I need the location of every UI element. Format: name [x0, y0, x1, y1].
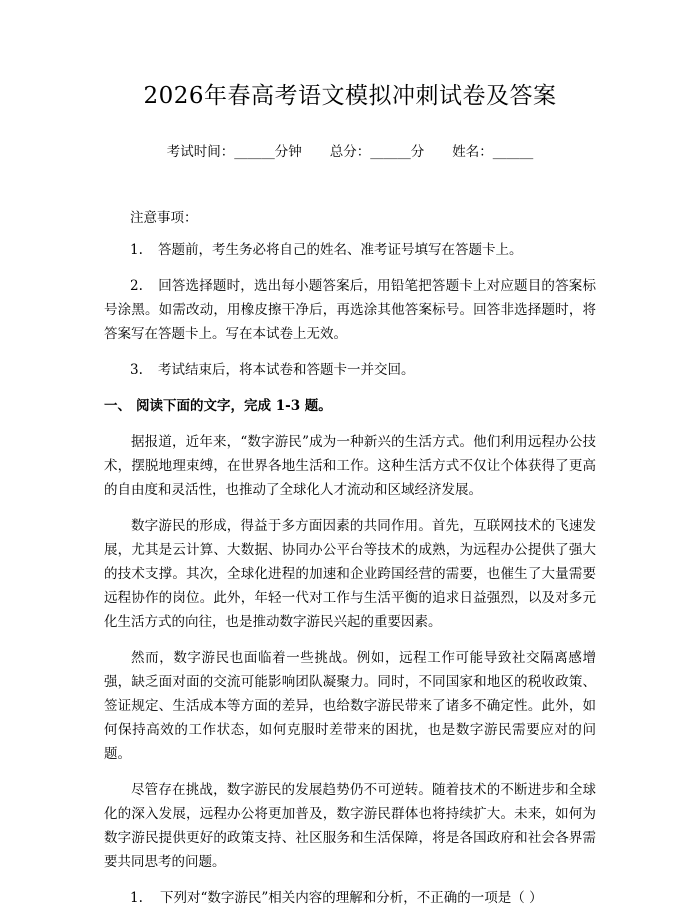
question-item [104, 886, 596, 910]
section-number: 一、 [104, 398, 131, 414]
passage-paragraph: 数字游民的形成，得益于多方面因素的共同作用。首先，互联网技术的飞速发展，尤其是云计算、大数据、协同办公平台等技术的成熟，为远程办公提供了强大的技术支撑。其次，全球化进程的加速和企业跨国经营的需要，也催生了大量需要远程协作的岗位。此外，年轻一代对工作与生活平衡的追求日益强烈，以及对多元化生活方式的向往，也是推动数字游民兴起的重要因素。 [104, 518, 596, 630]
name-field: 姓名：______ [452, 144, 534, 160]
page-title: 2026年春高考语文模拟冲刺试卷及答案 [143, 83, 557, 109]
notice-item-text: 回答选择题时，选出每小题答案后，用铅笔把答题卡上对应题目的答案标号涂黑。如需改动，用橡皮擦干净后，再选涂其他答案标号。回答非选择题时，将答案写在答题卡上。写在本试卷上无效。 [104, 278, 596, 342]
section-title: 阅读下面的文字，完成 1-3 题。 [136, 398, 332, 414]
notice-item-text: 考试结束后，将本试卷和答题卡一并交回。 [158, 362, 415, 378]
notice-item [104, 358, 596, 382]
notice-item [104, 238, 596, 262]
exam-time-field: 考试时间：______分钟 [166, 144, 302, 160]
notice-heading: 注意事项： [130, 210, 198, 226]
passage-paragraph: 然而，数字游民也面临着一些挑战。例如，远程工作可能导致社交隔离感增强，缺乏面对面的交流可能影响团队凝聚力。同时，不同国家和地区的税收政策、签证规定、生活成本等方面的差异，也给数字游民带来了诸多不确定性。此外，如何保持高效的工作状态，如何克服时差带来的困扰，也是数字游民需要应对的问题。 [104, 650, 596, 762]
question-number: 1. [130, 890, 143, 906]
passage-paragraph: 尽管存在挑战，数字游民的发展趋势仍不可逆转。随着技术的不断进步和全球化的深入发展，远程办公将更加普及，数字游民群体也将持续扩大。未来，如何为数字游民提供更好的政策支持、社区服务和生活保障，将是各国政府和社会各界需要共同思考的问题。 [104, 782, 596, 870]
total-score-field: 总分：______分 [329, 144, 425, 160]
passage-paragraph: 据报道，近年来，“数字游民”成为一种新兴的生活方式。他们利用远程办公技术，摆脱地理束缚，在世界各地生活和工作。这种生活方式不仅让个体获得了更高的自由度和灵活性，也推动了全球化人才流动和区域经济发展。 [104, 434, 596, 498]
notice-item-text: 答题前，考生务必将自己的姓名、准考证号填写在答题卡上。 [158, 242, 523, 258]
question-text: 下列对“数字游民”相关内容的理解和分析，不正确的一项是（ ） [160, 890, 543, 906]
section-heading [104, 394, 596, 418]
notice-item-number: 2. [130, 278, 143, 294]
notice-item-number: 3. [130, 362, 143, 378]
notice-item-number: 1. [130, 242, 143, 258]
exam-meta [104, 142, 596, 162]
notice-item [104, 274, 596, 346]
